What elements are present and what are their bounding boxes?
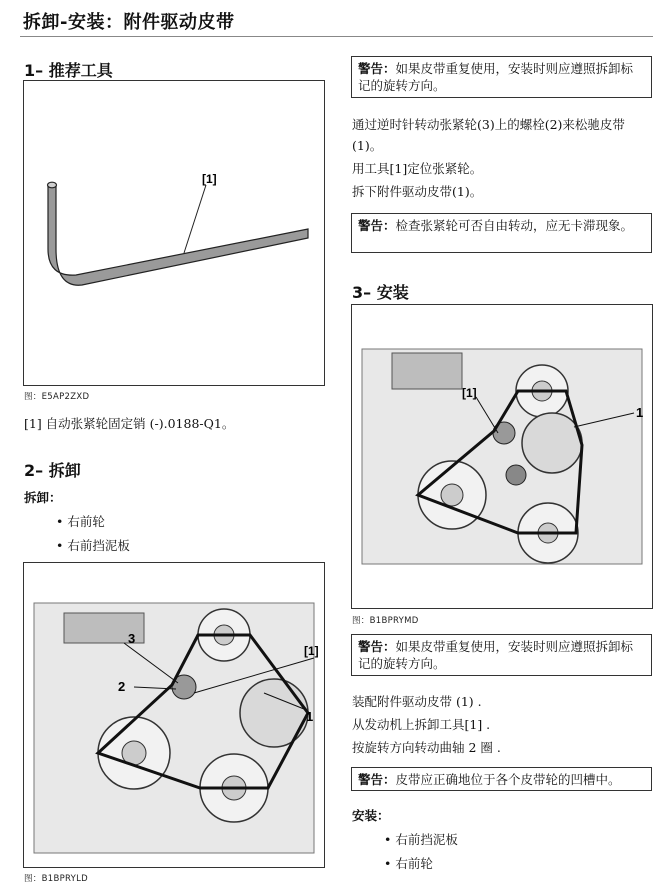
warning-tensioner-check [351,213,652,253]
page-title: 拆卸-安装：附件驱动皮带 [23,12,235,33]
warning-text: 如果皮带重复使用，安装时则应遵照拆卸标记的旋转方向。 [358,61,634,93]
removal-item-mudguard: • 右前挡泥板 [56,538,130,553]
fig3-label-1: 1 [636,405,644,420]
warning-label: 警告： [358,218,396,233]
fig2-label-3: 3 [128,631,136,646]
fig3-caption: 图：B1BPRYMD [352,616,419,626]
install-item-wheel: • 右前轮 [384,856,433,871]
install-item-mudguard: • 右前挡泥板 [384,832,458,847]
fig1-caption: 图：E5AP2ZXD [24,392,90,402]
fig2-label-2: 2 [118,679,126,694]
fig2-label-tool: [1] [304,644,319,658]
install-label: 安装： [352,808,390,823]
engine-belt-drawing-install [352,305,652,608]
figure-removal-engine [23,562,325,868]
fig2-caption: 图：B1BPRYLD [24,874,89,884]
section-installation: 3– 安装 [352,283,409,302]
section-removal: 2– 拆卸 [24,461,81,480]
step-remove-belt: 拆下附件驱动皮带(1)。 [352,184,483,199]
warning-text: 检查张紧轮可否自由转动，应无卡滞现象。 [395,218,634,233]
fig1-label-1: [1] [202,172,217,186]
tool-description: [1] 自动张紧轮固定销 (-).0188-Q1。 [24,416,235,431]
engine-belt-drawing-removal [24,563,324,867]
step-position-tensioner: 用工具[1]定位张紧轮。 [352,161,483,176]
warning-label: 警告： [358,772,396,787]
figure-install-engine [351,304,653,609]
warning-belt-grooves [351,767,652,791]
warning-text: 如果皮带重复使用，安装时则应遵照拆卸标记的旋转方向。 [358,639,634,671]
warning-belt-direction [351,56,652,98]
warning-label: 警告： [358,639,396,654]
step-loosen-belt: 通过逆时针转动张紧轮(3)上的螺栓(2)来松驰皮带(1)。 [352,117,625,153]
warning-belt-direction-install [351,634,652,676]
removal-label: 拆卸： [24,490,62,505]
fig2-label-1: 1 [306,709,314,724]
tool-pin-drawing [24,81,324,385]
step-turn-crankshaft: 按旋转方向转动曲轴 2 圈 . [352,740,501,755]
step-remove-tool: 从发动机上拆卸工具[1] . [352,717,491,732]
removal-item-wheel: • 右前轮 [56,514,105,529]
title-divider [20,36,653,37]
warning-label: 警告： [358,61,396,76]
figure-tool [23,80,325,386]
warning-text: 皮带应正确地位于各个皮带轮的凹槽中。 [395,772,621,787]
section-recommended-tools: 1– 推荐工具 [24,61,113,80]
fig3-label-tool: [1] [462,386,477,400]
step-fit-belt: 装配附件驱动皮带 (1) . [352,694,482,709]
